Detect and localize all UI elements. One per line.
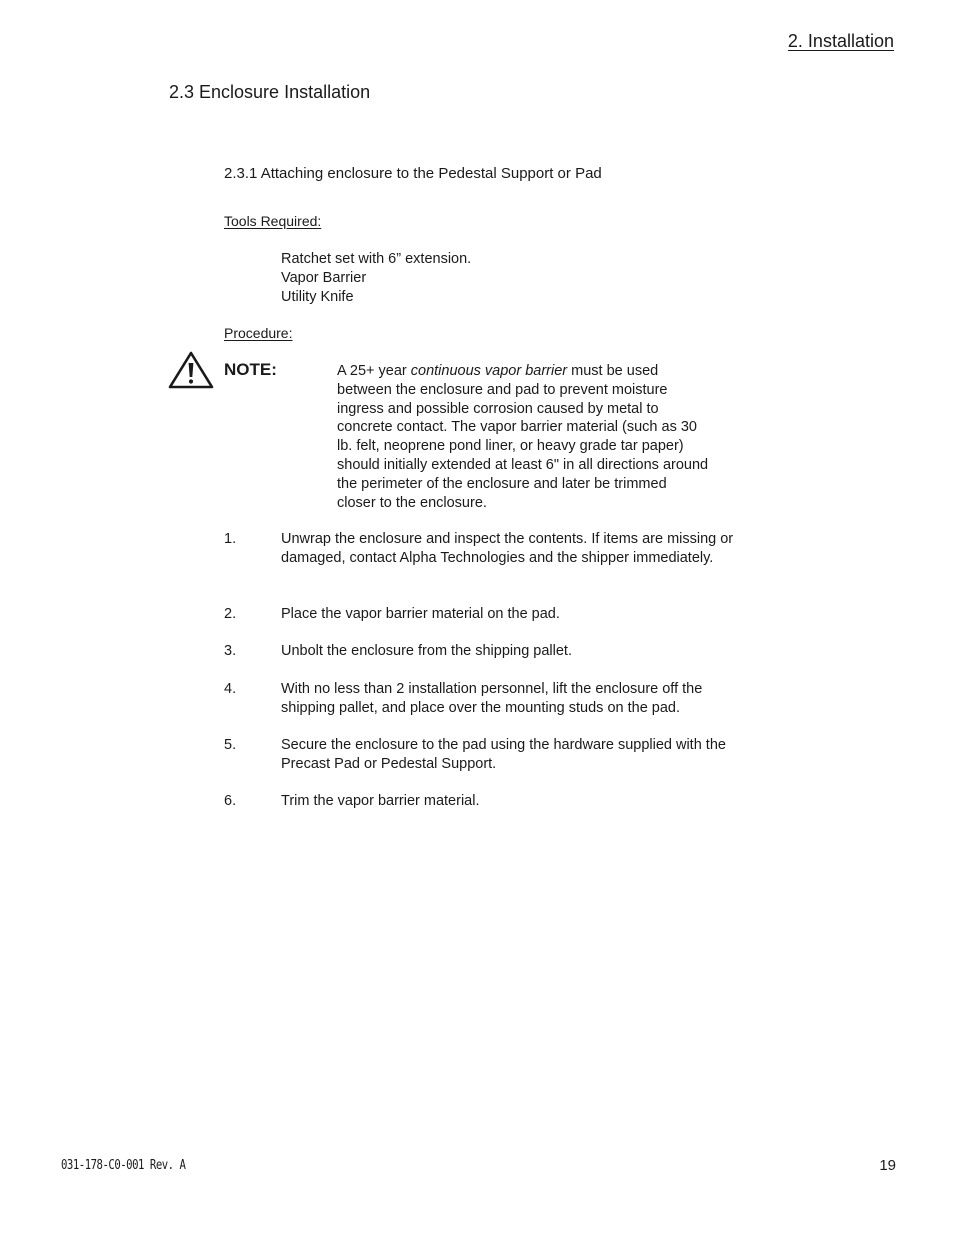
procedure-step	[224, 736, 744, 774]
step-number: 3.	[224, 643, 237, 659]
note-label: NOTE:	[224, 360, 277, 379]
procedure-step	[224, 642, 744, 661]
section-title: 2.3 Enclosure Installation	[169, 82, 371, 102]
step-number: 4.	[224, 681, 237, 697]
step-text: Unbolt the enclosure from the shipping pallet.	[281, 643, 572, 659]
step-number: 5.	[224, 737, 237, 753]
step-text: Place the vapor barrier material on the pad.	[281, 606, 560, 622]
step-text: Trim the vapor barrier material.	[281, 793, 480, 809]
chapter-header: 2. Installation	[787, 31, 894, 51]
step-text: Unwrap the enclosure and inspect the contents. If items are missing or damaged, contact Alpha Technologies and the shipper immediately.	[281, 531, 734, 566]
tool-item: Utility Knife	[281, 288, 354, 305]
tool-item: Ratchet set with 6” extension.	[281, 251, 472, 267]
procedure-label: Procedure:	[224, 325, 293, 341]
tool-item: Vapor Barrier	[281, 269, 367, 286]
document-number: 031-178-C0-001 Rev. A	[61, 1158, 186, 1173]
step-text: With no less than 2 installation personnel, lift the enclosure off the shipping pallet, and place over the mounting studs on the pad.	[281, 681, 703, 716]
subsection-title: 2.3.1 Attaching enclosure to the Pedestal Support or Pad	[224, 165, 602, 182]
note-text-lead: A 25+ year	[337, 363, 411, 379]
step-number: 1.	[224, 531, 237, 547]
note-text-emphasis: continuous vapor barrier	[410, 363, 568, 379]
warning-icon	[167, 350, 215, 390]
page-number: 19	[879, 1157, 896, 1174]
step-text: Secure the enclosure to the pad using the hardware supplied with the Precast Pad or Pedestal Support.	[281, 737, 726, 772]
procedure-step	[224, 792, 744, 811]
tools-list	[281, 250, 471, 306]
note-text-rest: must be used between the enclosure and pad to prevent moisture ingress and possible corrosion caused by metal to concrete contact. The vapor barrier material (such as 30 lb. felt, neoprene pond liner, or heavy grade tar paper) should initially extended at least 6" in all directions around the perimeter of the enclosure and later be trimmed closer to the enclosure.	[337, 363, 709, 511]
note-text	[337, 362, 709, 512]
tools-required-label: Tools Required:	[224, 213, 322, 229]
step-number: 6.	[224, 793, 237, 809]
step-number: 2.	[224, 606, 237, 622]
procedure-step	[224, 680, 744, 718]
procedure-step	[224, 605, 744, 624]
procedure-step	[224, 530, 744, 568]
